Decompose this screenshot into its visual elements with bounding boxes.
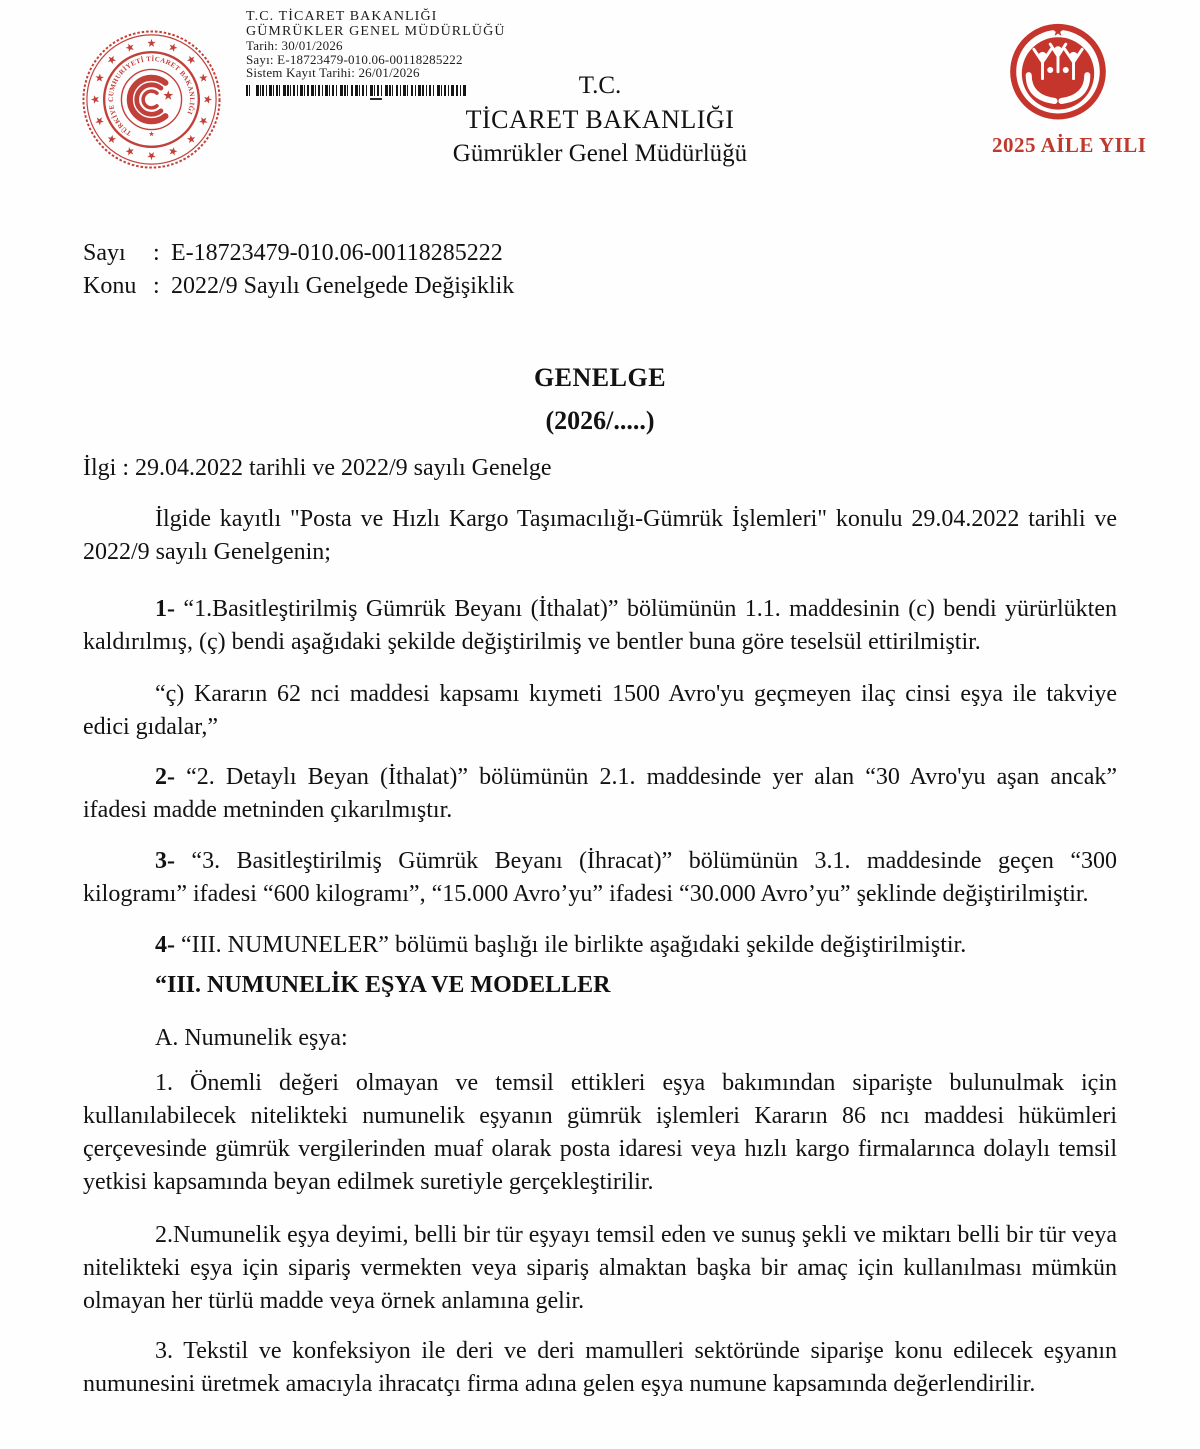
paragraph-item-3 <box>83 845 1117 911</box>
paragraph-lead: 2- <box>155 764 175 790</box>
paragraph-text: “1.Basitleştirilmiş Gümrük Beyanı (İthalat)” bölümünün 1.1. maddesinin (c) bendi yürürlükten kaldırılmış, (ç) bendi aşağıdaki şekilde değiştirilmiş ve bentler buna göre teselsül ettirilmiştir. <box>83 596 1117 655</box>
stamp-ministry-line: T.C. TİCARET BAKANLIĞI <box>246 9 438 24</box>
letterhead-tc: T.C. <box>578 72 622 99</box>
paragraph-text: İlgide kayıtlı "Posta ve Hızlı Kargo Taşımacılığı-Gümrük İşlemleri" konulu 29.04.2022 tarihli ve 2022/9 sayılı Genelgenin; <box>83 506 1117 565</box>
ministry-emblem-svg <box>80 28 223 171</box>
paragraph-text: 1. Önemli değeri olmayan ve temsil ettikleri eşya bakımından siparişte bulunulmak için kullanılabilecek nitelikteki numunelik eşyanın gümrük işlemleri Kararın 86 ncı maddesi hükümleri çerçevesinde gümrük vergilerinden muaf olarak posta idaresi veya hızlı kargo firmalarınca dolaylı temsil yetkisi kapsamında beyan edilmek suretiyle gerçekleştirilir. <box>83 1070 1117 1195</box>
meta-row-konu <box>83 270 514 303</box>
family-year-logo-icon <box>1002 20 1114 132</box>
paragraph-lead: 1- <box>155 596 175 622</box>
paragraph-text: “ç) Kararın 62 nci maddesi kapsamı kıymeti 1500 Avro'yu geçmeyen ilaç cinsi eşya ile takviye edici gıdalar,” <box>83 681 1117 740</box>
paragraph-item-4 <box>83 929 1117 962</box>
sayi-value: E-18723479-010.06-00118285222 <box>171 240 503 266</box>
sayi-label: Sayı <box>83 240 126 266</box>
paragraph-text: “2. Detaylı Beyan (İthalat)” bölümünün 2.1. maddesinde yer alan “30 Avro'yu aşan ancak” ifadesi madde metninden çıkarılmıştır. <box>83 764 1117 823</box>
title-number: (2026/.....) <box>545 406 655 435</box>
paragraph-item-1 <box>83 593 1117 659</box>
stamp-number-line: Sayı: E-18723479-010.06-00118285222 <box>246 51 463 67</box>
letterhead-directorate: Gümrükler Genel Müdürlüğü <box>452 140 748 167</box>
letterhead-ministry: TİCARET BAKANLIĞI <box>465 105 735 134</box>
sayi-separator: : <box>153 240 160 266</box>
family-year-logo <box>992 20 1147 158</box>
paragraph-text: “III. NUMUNELER” bölümü başlığı ile birlikte aşağıdaki şekilde değiştirilmiştir. <box>175 932 967 958</box>
subsection-a-numunelik: A. Numunelik eşya: <box>155 1025 348 1051</box>
stamp-directorate-line: GÜMRÜKLER GENEL MÜDÜRLÜĞÜ <box>246 24 506 39</box>
crescent-icon <box>130 78 166 121</box>
document-title <box>0 363 1200 436</box>
paragraph-item-c <box>83 678 1117 744</box>
paragraph-numune-1 <box>83 1067 1117 1199</box>
crescent-star-icon <box>163 90 173 99</box>
meta-row-sayi <box>83 237 514 270</box>
paragraph-lead: 3- <box>155 848 175 874</box>
konu-value: 2022/9 Sayılı Genelgede Değişiklik <box>171 273 515 299</box>
section-heading-numunelik: “III. NUMUNELİK EŞYA VE MODELLER <box>155 972 611 998</box>
paragraph-text: 2.Numunelik eşya deyimi, belli bir tür eşyayı temsil eden ve sunuş şekli ve miktarı belli bir tür veya nitelikteki eşya için sipariş vermekten veya sipariş almaktan başka bir amaç için kullanılması mümkün olmayan her türlü madde veya örnek anlamına gelir. <box>83 1222 1117 1314</box>
paragraph-lead: 4- <box>155 932 175 958</box>
reference-line: İlgi : 29.04.2022 tarihli ve 2022/9 sayılı Genelge <box>83 455 552 481</box>
paragraph-item-2 <box>83 761 1117 827</box>
document-meta <box>83 237 514 303</box>
emblem-ring-text: TÜRKİYE CUMHURİYETİ TİCARET BAKANLIĞI <box>108 55 195 137</box>
paragraph-text: “3. Basitleştirilmiş Gümrük Beyanı (İhracat)” bölümünün 3.1. maddesinde geçen “300 kilogramı” ifadesi “600 kilogramı”, “15.000 Avro’yu” ifadesi “30.000 Avro’yu” şeklinde değiştirilmiştir. <box>83 848 1117 907</box>
stamp-system-date-line: Sistem Kayıt Tarihi: 26/01/2026 <box>246 65 420 80</box>
konu-label: Konu <box>83 273 137 299</box>
paragraph-numune-2 <box>83 1219 1117 1318</box>
letterhead <box>300 72 900 168</box>
stamp-date-line: Tarih: 30/01/2026 <box>246 38 343 53</box>
family-year-caption: 2025 AİLE YILI <box>992 133 1147 157</box>
paragraph-intro <box>83 503 1117 569</box>
konu-separator: : <box>153 273 160 299</box>
paragraph-text: 3. Tekstil ve konfeksiyon ile deri ve deri mamulleri sektöründe siparişe konu edilecek eşyanın numunesini üretmek amacıyla ihracatçı firma adına gelen eşya numune kapsamında değerlendirilir. <box>83 1338 1117 1397</box>
title-genelge: GENELGE <box>533 363 667 392</box>
ministry-of-trade-emblem-icon <box>80 28 223 171</box>
paragraph-numune-3 <box>83 1335 1117 1401</box>
